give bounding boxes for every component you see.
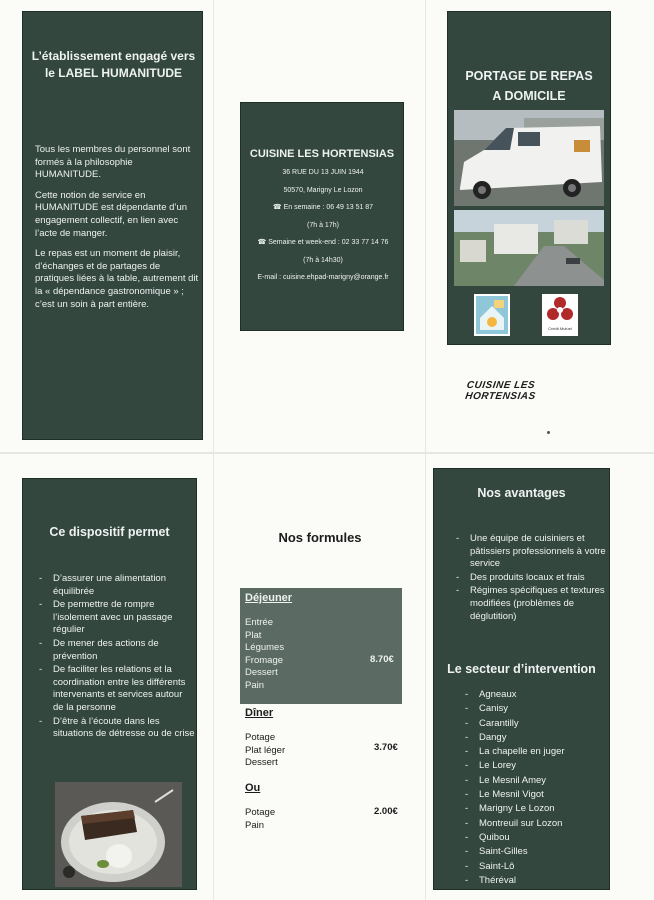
dispositif-item: - D’assurer une alimentation équilibrée bbox=[39, 573, 195, 598]
commune-item: - Saint-Gilles bbox=[465, 845, 605, 858]
signature-text: CUISINE LES HORTENSIAS bbox=[464, 380, 537, 402]
dispositif-item: - De permettre de rompre l’isolement avec un passage régulier bbox=[39, 599, 195, 637]
ou-items bbox=[245, 807, 275, 832]
dessert-photo bbox=[55, 782, 182, 887]
contact-hours-week: (7h à 17h) bbox=[307, 221, 339, 229]
fold-line-vertical-right bbox=[425, 0, 426, 900]
humanitude-title-line1: L’établissement engagé vers bbox=[31, 49, 196, 63]
contact-title: CUISINE LES HORTENSIAS bbox=[249, 148, 395, 160]
humanitude-title bbox=[29, 48, 198, 82]
dejeuner-item: Entrée bbox=[245, 617, 273, 628]
fold-line-horizontal bbox=[0, 452, 654, 454]
credit-mutuel-logo bbox=[542, 294, 578, 336]
humanitude-paragraph: Tous les membres du personnel sont formés à la philosophie HUMANITUDE. bbox=[35, 144, 191, 181]
contact-address-city: 50570, Marigny Le Lozon bbox=[283, 186, 363, 194]
dispositif-item: - D’être à l’écoute dans les situations de détresse ou de crise bbox=[39, 716, 195, 741]
avantages-list bbox=[456, 533, 606, 624]
building-photo bbox=[454, 210, 604, 286]
contact-panel bbox=[240, 102, 404, 331]
commune-item: - Canisy bbox=[465, 702, 605, 715]
van-photo bbox=[454, 110, 604, 206]
dejeuner-item: Plat bbox=[245, 629, 262, 641]
dispositif-list bbox=[39, 573, 195, 742]
diner-heading: Dîner bbox=[245, 707, 274, 719]
commune-item: - Carantilly bbox=[465, 717, 605, 730]
commune-item: - Le Lorey bbox=[465, 759, 605, 772]
cover-title-line1: PORTAGE DE REPAS bbox=[465, 69, 593, 83]
diner-item: Plat léger bbox=[245, 744, 286, 756]
avantage-item: - Régimes spécifiques et textures modifiées (problèmes de déglutition) bbox=[456, 585, 606, 623]
commune-item: - Marigny Le Lozon bbox=[465, 802, 605, 815]
commune-item: - Le Mesnil Vigot bbox=[465, 788, 605, 801]
secteur-title: Le secteur d’intervention bbox=[447, 662, 596, 676]
communes-list bbox=[465, 688, 605, 888]
contact-email: E-mail : cuisine.ehpad-marigny@orange.fr bbox=[257, 274, 389, 281]
diner-items bbox=[245, 732, 285, 770]
credit-mutuel-caption: Crédit Mutuel bbox=[548, 326, 572, 331]
ou-item: Potage bbox=[245, 807, 276, 818]
fold-line-vertical-left bbox=[213, 0, 214, 900]
commune-item: - Quibou bbox=[465, 831, 605, 844]
cover-title bbox=[448, 66, 610, 106]
ou-heading: Ou bbox=[245, 782, 261, 794]
dejeuner-price: 8.70€ bbox=[370, 654, 394, 665]
commune-item: - La chapelle en juger bbox=[465, 745, 605, 758]
formules-title: Nos formules bbox=[278, 530, 362, 545]
ou-item: Pain bbox=[245, 819, 265, 831]
contact-phone-week: ☎ En semaine : 06 49 13 51 87 bbox=[272, 204, 374, 211]
contact-details bbox=[243, 169, 403, 283]
dispositif-panel bbox=[22, 478, 197, 890]
commune-item: - Saint-Lô bbox=[465, 860, 605, 873]
speck-mark bbox=[547, 431, 550, 434]
diner-item: Dessert bbox=[245, 757, 278, 769]
dejeuner-item: Pain bbox=[245, 679, 265, 691]
humanitude-logo bbox=[474, 294, 510, 336]
humanitude-title-line2: le LABEL HUMANITUDE bbox=[44, 66, 183, 80]
dejeuner-item: Légumes bbox=[245, 642, 285, 654]
dejeuner-items bbox=[245, 617, 284, 693]
dispositif-title: Ce dispositif permet bbox=[49, 525, 170, 539]
cover-panel bbox=[447, 11, 611, 345]
humanitude-body bbox=[35, 144, 199, 311]
humanitude-panel bbox=[22, 11, 203, 440]
contact-address-street: 36 RUE DU 13 JUIN 1944 bbox=[282, 169, 364, 176]
dejeuner-item: Fromage bbox=[245, 654, 284, 666]
commune-item: - Théréval bbox=[465, 874, 605, 887]
commune-item: - Montreuil sur Lozon bbox=[465, 817, 605, 830]
dejeuner-heading: Déjeuner bbox=[245, 592, 293, 604]
dispositif-item: - De faciliter les relations et la coordination entre les différents intervenants et services autour de la personne bbox=[39, 664, 195, 714]
avantages-title: Nos avantages bbox=[477, 486, 566, 500]
diner-price: 3.70€ bbox=[374, 742, 398, 753]
commune-item: - Agneaux bbox=[465, 688, 605, 701]
commune-item: - Dangy bbox=[465, 731, 605, 744]
diner-item: Potage bbox=[245, 732, 276, 743]
avantage-item: - Des produits locaux et frais bbox=[456, 572, 606, 585]
humanitude-paragraph: Cette notion de service en HUMANITUDE est dépendante d’un engagement collectif, en lien avec l’acte de manger. bbox=[35, 189, 188, 239]
avantages-panel bbox=[433, 468, 610, 890]
dejeuner-item: Dessert bbox=[245, 667, 278, 679]
humanitude-paragraph: Le repas est un moment de plaisir, d’échanges et de partages de pratiques liées à la table, autrement dit la « dépendance gastronomique » ; c’est un soin à part entière. bbox=[35, 248, 199, 310]
contact-phone-weekend: ☎ Semaine et week-end : 02 33 77 14 76 bbox=[257, 239, 389, 246]
cover-title-line2: A DOMICILE bbox=[492, 89, 566, 103]
commune-item: - Le Mesnil Amey bbox=[465, 774, 605, 787]
ou-price: 2.00€ bbox=[374, 806, 398, 817]
contact-hours-weekend: (7h à 14h30) bbox=[303, 256, 343, 264]
dispositif-item: - De mener des actions de prévention bbox=[39, 638, 195, 663]
avantage-item: - Une équipe de cuisiniers et pâtissiers professionnels à votre service bbox=[456, 533, 606, 571]
